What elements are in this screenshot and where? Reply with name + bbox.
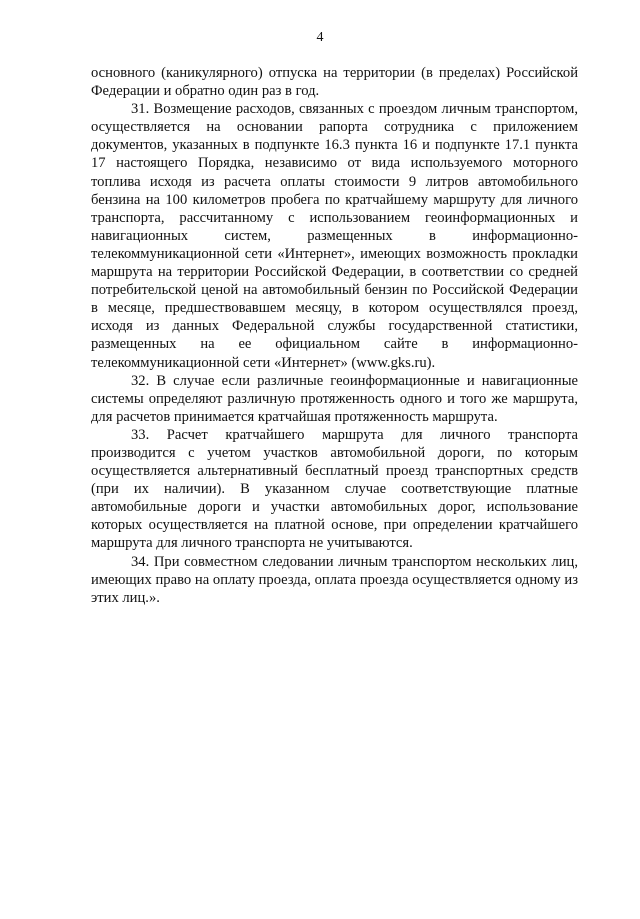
paragraph-continuation: основного (каникулярного) отпуска на территории (в пределах) Российской Федерации и обратно один раз в год. — [91, 65, 578, 100]
document-body — [91, 64, 578, 607]
paragraph-34: 34. При совместном следовании личным транспортом нескольких лиц, имеющих право на оплату проезда, оплата проезда осуществляется одному из этих лиц.». — [91, 553, 578, 606]
page-number: 4 — [316, 30, 324, 45]
paragraph-32: 32. В случае если различные геоинформационные и навигационные системы определяют различную протяженность одного и того же маршрута, для расчетов принимается кратчайшая протяженность маршрута. — [91, 372, 578, 425]
paragraph-33: 33. Расчет кратчайшего маршрута для личного транспорта производится с учетом участков автомобильной дороги, по которым осуществляется альтернативный бесплатный проезд транспортных средств (при их наличии). В указанном случае соответствующие платные автомобильные дороги и участки автомобильных дорог, использование которых осуществляется на платной основе, при определении кратчайшего маршрута для личного транспорта не учитываются. — [91, 426, 578, 552]
paragraph-31: 31. Возмещение расходов, связанных с проездом личным транспортом, осуществляется на основании рапорта сотрудника с приложением документов, указанных в подпункте 16.3 пункта 16 и подпункте 17.1 пункта 17 настоящего Порядка, независимо от вида используемого моторного топлива исходя из расчета оплаты стоимости 9 литров автомобильного бензина на 100 километров пробега по кратчайшему маршруту для личного транспорта, рассчитанному с использованием геоинформационных и навигационных систем, размещенных в информационно-телекоммуникационной сети «Интернет», имеющих возможность прокладки маршрута на территории Российской Федерации, в соответствии со средней потребительской ценой на автомобильный бензин по Российской Федерации в месяце, предшествовавшем месяцу, в котором осуществлялся проезд, исходя из данных Федеральной службы государственной статистики, размещенных на ее официальном сайте в информационно-телекоммуникационной сети «Интернет» (www.gks.ru). — [91, 101, 578, 371]
